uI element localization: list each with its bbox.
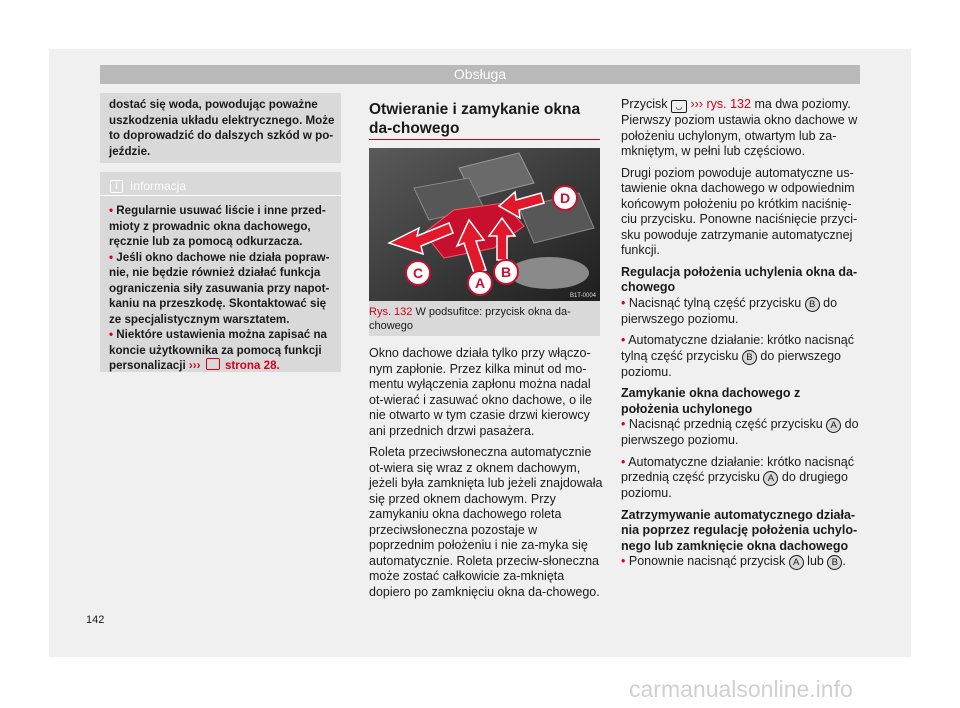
key-label: A	[826, 418, 841, 433]
bullet-item: • Ponownie nacisnąć przycisk A lub B .	[621, 554, 846, 568]
figure-caption	[369, 306, 594, 333]
right-body	[621, 97, 861, 576]
label-c: C	[412, 265, 424, 281]
page-header: Obsługa	[100, 65, 860, 84]
caption-text: W podsufitce: przycisk okna da-chowego	[369, 306, 571, 332]
info-icon: i	[110, 180, 123, 193]
paragraph: Okno dachowe działa tylko przy włączo-nym zapłonie. Przez kilka minut od mo-mentu wyłączenia zapłonu można nadal ot-wierać i zasuwać okno dachowe, o ile nie otwarto w tym czasie drzwi kierowcy ani przednich drzwi pasażera.	[369, 346, 593, 438]
info-item: • Jeśli okno dachowe nie działa popraw-nie, nie będzie również działać funkcja ograniczenia siły zasuwania przy napot-kaniu na przeszkodę. Skontaktować się ze specjalistycznym warsztatem.	[109, 250, 330, 326]
roof-key-icon: ◡	[671, 100, 687, 113]
key-label: A	[763, 471, 778, 486]
label-a: A	[474, 275, 486, 291]
figure-ref[interactable]: rys. 132	[706, 97, 751, 111]
warning-text: dostać się woda, powodując poważne uszkodzenia układu elektrycznego. Może to doprowadzić do dalszych szkód w po-jeździe.	[109, 98, 335, 158]
key-label: B	[827, 555, 842, 570]
info-item: • Regularnie usuwać liście i inne przed-mioty z prowadnic okna dachowego, ręcznie lub za pomocą odkurzacza.	[109, 204, 326, 248]
lamp	[509, 257, 589, 289]
subheading: Regulacja położenia uchylenia okna da-chowego	[621, 264, 858, 294]
roof-console-illustration	[369, 148, 600, 301]
info-list	[109, 203, 337, 374]
bullet-item: • Nacisnąć tylną część przycisku B do pierwszego poziomu.	[621, 295, 838, 326]
key-label: B	[805, 297, 820, 312]
section-divider	[369, 139, 600, 140]
roof-button-figure	[369, 148, 600, 301]
paragraph: Roleta przeciwsłoneczna automatycznie ot-wiera się wraz z oknem dachowym, jeżeli była zamknięta lub jeżeli znajdowała się przed oknem dachowym. Przy zamykaniu okna dachowego roleta przeciwsłoneczna pozostaje w poprzednim położeniu i nie za-myka się automatycznie. Roleta przeciw-słoneczna może zostać całkowicie za-mknięta dopiero po zamknięciu okna da-chowego.	[369, 445, 603, 599]
label-b: B	[500, 264, 512, 280]
key-label: B	[742, 350, 757, 365]
paragraph: Przycisk ◡ ››› rys. 132 ma dwa poziomy. Pierwszy poziom ustawia okno dachowe w położeniu uchylonym, otwartym lub za-mkniętym, w pełni lub częściowo.	[621, 97, 858, 158]
middle-body	[369, 346, 604, 606]
subheading: Zatrzymywanie automatycznego działa-nia poprzez regulację położenia uchylo-nego lub zamknięcie okna dachowego	[621, 507, 858, 553]
watermark: carmanualsonline.info	[629, 676, 853, 702]
info-item: • Niektóre ustawienia można zapisać na koncie użytkownika za pomocą funkcji personalizacji ››› strona 28.	[109, 328, 327, 372]
paragraph: Drugi poziom powoduje automatyczne us-tawienie okna dachowego w odpowiednim końcowym położeniu po krótkim naciśnię-ciu przycisku. Ponowne naciśnięcie przyci-sku powoduje zatrzymanie automatycznej funkcji.	[621, 165, 858, 257]
section-title: Otwieranie i zamykanie okna da-chowego	[369, 101, 581, 137]
bullet-item: • Nacisnąć przednią część przycisku A do pierwszego poziomu.	[621, 417, 859, 447]
subheading: Zamykanie okna dachowego z położenia uchylonego	[621, 386, 801, 416]
key-label: A	[789, 555, 804, 570]
figure-code: B1T-0004	[569, 293, 596, 299]
info-title: Informacja	[130, 179, 187, 193]
bullet-item: • Automatyczne działanie: krótko nacisnąć przednią część przycisku A do drugiego poziomu.	[621, 454, 854, 500]
book-icon	[206, 358, 220, 370]
bullet-item: • Automatyczne działanie: krótko nacisnąć tylną część przycisku B do pierwszego poziomu.	[621, 333, 854, 379]
label-d: D	[559, 190, 571, 206]
link-arrow: ›››	[188, 359, 201, 372]
page-link[interactable]: strona 28.	[224, 359, 280, 372]
page-number: 142	[86, 614, 105, 626]
caption-label: Rys. 132	[369, 306, 413, 318]
